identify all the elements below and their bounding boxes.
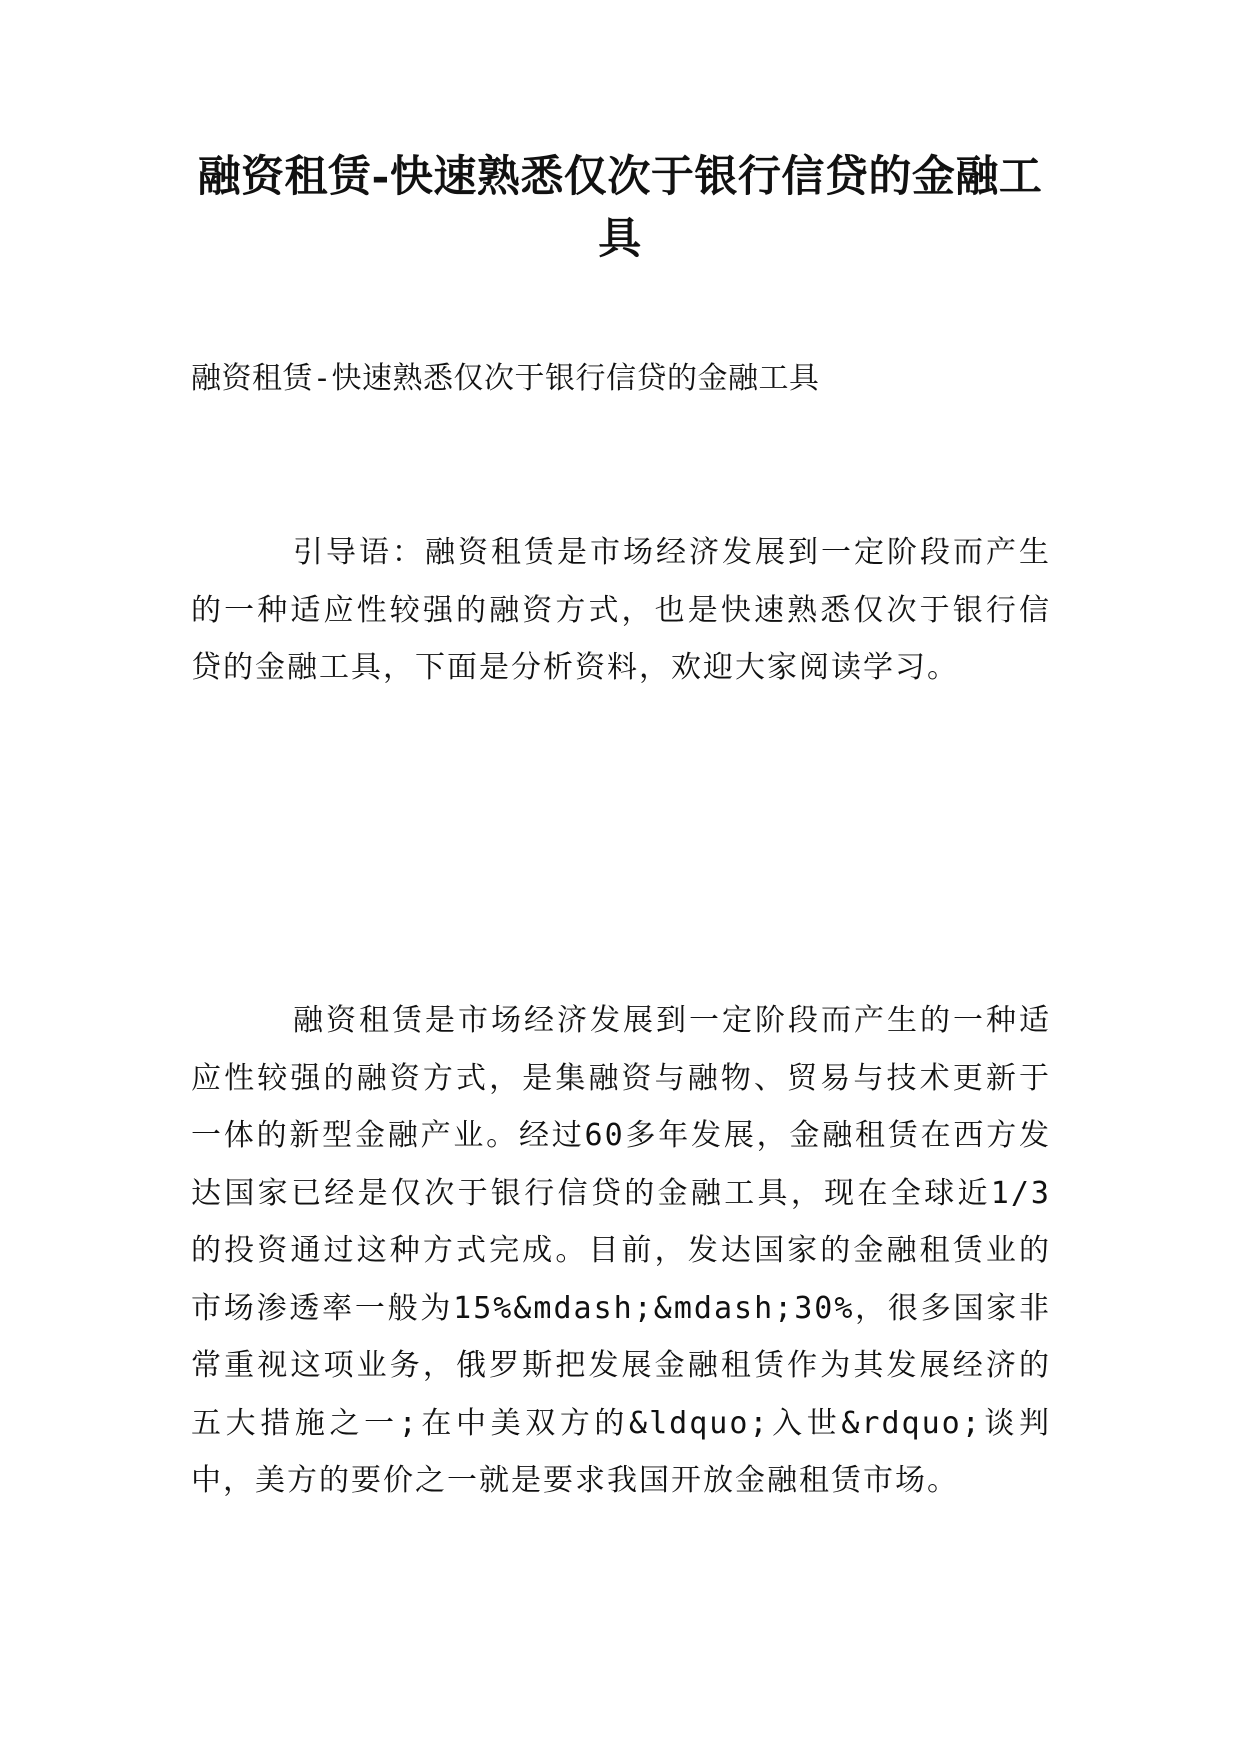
- document-subtitle: 融资租赁-快速熟悉仅次于银行信贷的金融工具: [191, 361, 820, 396]
- body-paragraph: 融资租赁是市场经济发展到一定阶段而产生的一种适应性较强的融资方式，是集融资与融物、贸易与技术更新于一体的新型金融产业。经过60多年发展，金融租赁在西方发达国家已经是仅次于银行信贷的金融工具，现在全球近1/3的投资通过这种方式完成。目前，发达国家的金融租赁业的市场渗透率一般为15%&mdash;&mdash;30%，很多国家非常重视这项业务，俄罗斯把发展金融租赁作为其发展经济的五大措施之一;在中美双方的&ldquo;入世&rdquo;谈判中，美方的要价之一就是要求我国开放金融租赁市场。: [191, 1003, 1051, 1498]
- document-title: 融资租赁-快速熟悉仅次于银行信贷的金融工具: [197, 152, 1043, 264]
- intro-paragraph: 引导语：融资租赁是市场经济发展到一定阶段而产生的一种适应性较强的融资方式，也是快速熟悉仅次于银行信贷的金融工具，下面是分析资料，欢迎大家阅读学习。: [191, 535, 1051, 685]
